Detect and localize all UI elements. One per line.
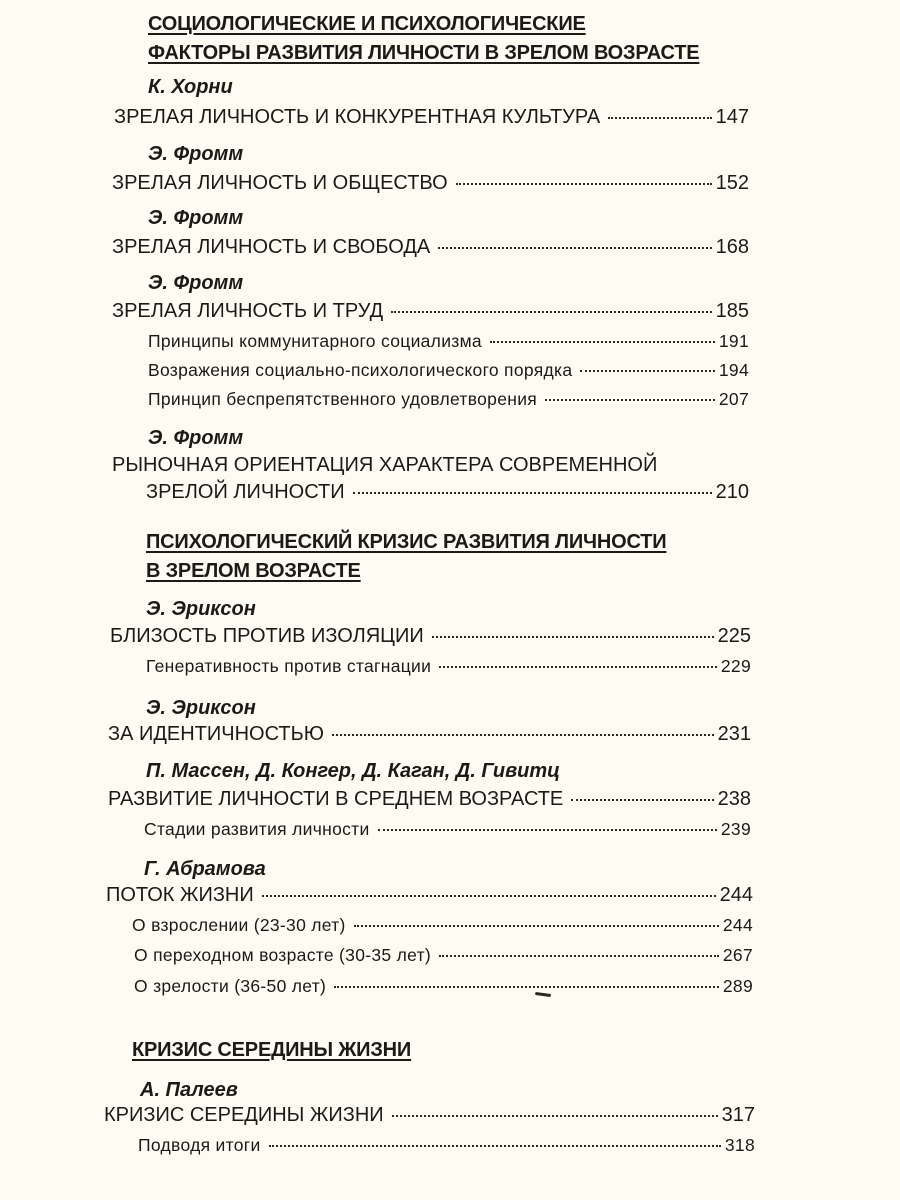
toc-entry (108, 723, 751, 746)
author-name: Г. Абрамова (144, 858, 266, 880)
entry-title: ЗРЕЛОЙ ЛИЧНОСТИ (146, 481, 345, 503)
author-name: Э. Фромм (148, 143, 244, 165)
toc-entry (106, 884, 753, 907)
subentry-title: Принцип беспрепятственного удовлетворения (148, 389, 538, 409)
toc-entry (104, 1104, 755, 1127)
subentry-title: Подводя итоги (138, 1135, 261, 1155)
toc-entry (114, 106, 749, 129)
toc-entry (110, 625, 751, 648)
toc-subentry (138, 1135, 755, 1156)
toc-subentry (134, 976, 753, 997)
dot-leader (439, 955, 719, 957)
author-name: Э. Фромм (148, 207, 244, 229)
subentry-title: О зрелости (36-50 лет) (134, 976, 327, 996)
page-number: 267 (722, 945, 753, 965)
toc-subentry (146, 656, 751, 677)
toc-subentry (144, 819, 751, 840)
toc-subentry (134, 945, 753, 966)
section-heading: КРИЗИС СЕРЕДИНЫ ЖИЗНИ (132, 1039, 412, 1061)
page-number: 239 (720, 819, 751, 839)
dot-leader (262, 895, 716, 897)
page-number: 231 (717, 723, 751, 745)
page-number: 168 (715, 236, 749, 258)
dot-leader (392, 1115, 718, 1117)
dot-leader (438, 247, 711, 249)
page-number: 147 (715, 106, 749, 128)
entry-title-line: РЫНОЧНАЯ ОРИЕНТАЦИЯ ХАРАКТЕРА СОВРЕМЕННОЙ (112, 454, 658, 476)
dot-leader (353, 492, 712, 494)
toc-subentry (148, 389, 749, 410)
page-number: 289 (722, 976, 753, 996)
dot-leader (432, 636, 714, 638)
page-number: 238 (717, 788, 751, 810)
subentry-title: Принципы коммунитарного социализма (148, 331, 482, 351)
dot-leader (334, 986, 719, 988)
author-name: А. Палеев (140, 1079, 238, 1101)
entry-title: РАЗВИТИЕ ЛИЧНОСТИ В СРЕДНЕМ ВОЗРАСТЕ (108, 788, 564, 810)
page-number: 185 (715, 300, 749, 322)
dot-leader (580, 370, 715, 372)
page-number: 225 (717, 625, 751, 647)
toc-subentry (148, 331, 749, 352)
dot-leader (545, 399, 715, 401)
dot-leader (378, 829, 717, 831)
page-number: 318 (724, 1135, 755, 1155)
toc-subentry (148, 360, 749, 381)
toc-entry (146, 481, 749, 504)
dot-leader (608, 117, 711, 119)
page-number: 207 (718, 389, 749, 409)
toc-entry (108, 788, 751, 811)
subentry-title: Возражения социально-психологического порядка (148, 360, 573, 380)
dot-leader (354, 925, 719, 927)
author-name: Э. Эриксон (146, 697, 256, 719)
dot-leader (332, 734, 714, 736)
entry-title: ЗРЕЛАЯ ЛИЧНОСТЬ И СВОБОДА (112, 236, 431, 258)
dot-leader (269, 1145, 721, 1147)
entry-title: ПОТОК ЖИЗНИ (106, 884, 254, 906)
entry-title: ЗРЕЛАЯ ЛИЧНОСТЬ И КОНКУРЕНТНАЯ КУЛЬТУРА (114, 106, 601, 128)
dot-leader (456, 183, 712, 185)
page-number: 244 (719, 884, 753, 906)
dot-leader (439, 666, 717, 668)
entry-title: КРИЗИС СЕРЕДИНЫ ЖИЗНИ (104, 1104, 384, 1126)
page-number: 210 (715, 481, 749, 503)
page-number: 317 (721, 1104, 755, 1126)
entry-title: ЗРЕЛАЯ ЛИЧНОСТЬ И ТРУД (112, 300, 384, 322)
entry-title: ЗРЕЛАЯ ЛИЧНОСТЬ И ОБЩЕСТВО (112, 172, 448, 194)
author-name: П. Массен, Д. Конгер, Д. Каган, Д. Гивитц (146, 760, 561, 782)
dot-leader (571, 799, 713, 801)
toc-subentry (132, 915, 753, 936)
page-number: 244 (722, 915, 753, 935)
toc-entry (112, 300, 749, 323)
subentry-title: О переходном возрасте (30-35 лет) (134, 945, 432, 965)
page-number: 191 (718, 331, 749, 351)
author-name: К. Хорни (148, 76, 233, 98)
page-number: 152 (715, 172, 749, 194)
author-name: Э. Эриксон (146, 598, 256, 620)
subentry-title: О взрослении (23-30 лет) (132, 915, 346, 935)
subentry-title: Генеративность против стагнации (146, 656, 432, 676)
page-number: 194 (718, 360, 749, 380)
page-number: 229 (720, 656, 751, 676)
author-name: Э. Фромм (148, 272, 244, 294)
entry-title: ЗА ИДЕНТИЧНОСТЬЮ (108, 723, 324, 745)
toc-entry (112, 236, 749, 259)
author-name: Э. Фромм (148, 427, 244, 449)
section-heading: СОЦИОЛОГИЧЕСКИЕ И ПСИХОЛОГИЧЕСКИЕ ФАКТОРЫ РАЗВИТИЯ ЛИЧНОСТИ В ЗРЕЛОМ ВОЗРАСТЕ (148, 13, 700, 64)
subentry-title: Стадии развития личности (144, 819, 370, 839)
dot-leader (391, 311, 711, 313)
dot-leader (490, 341, 715, 343)
entry-title: БЛИЗОСТЬ ПРОТИВ ИЗОЛЯЦИИ (110, 625, 424, 647)
toc-entry (112, 172, 749, 195)
section-heading: ПСИХОЛОГИЧЕСКИЙ КРИЗИС РАЗВИТИЯ ЛИЧНОСТИ В ЗРЕЛОМ ВОЗРАСТЕ (146, 531, 667, 582)
